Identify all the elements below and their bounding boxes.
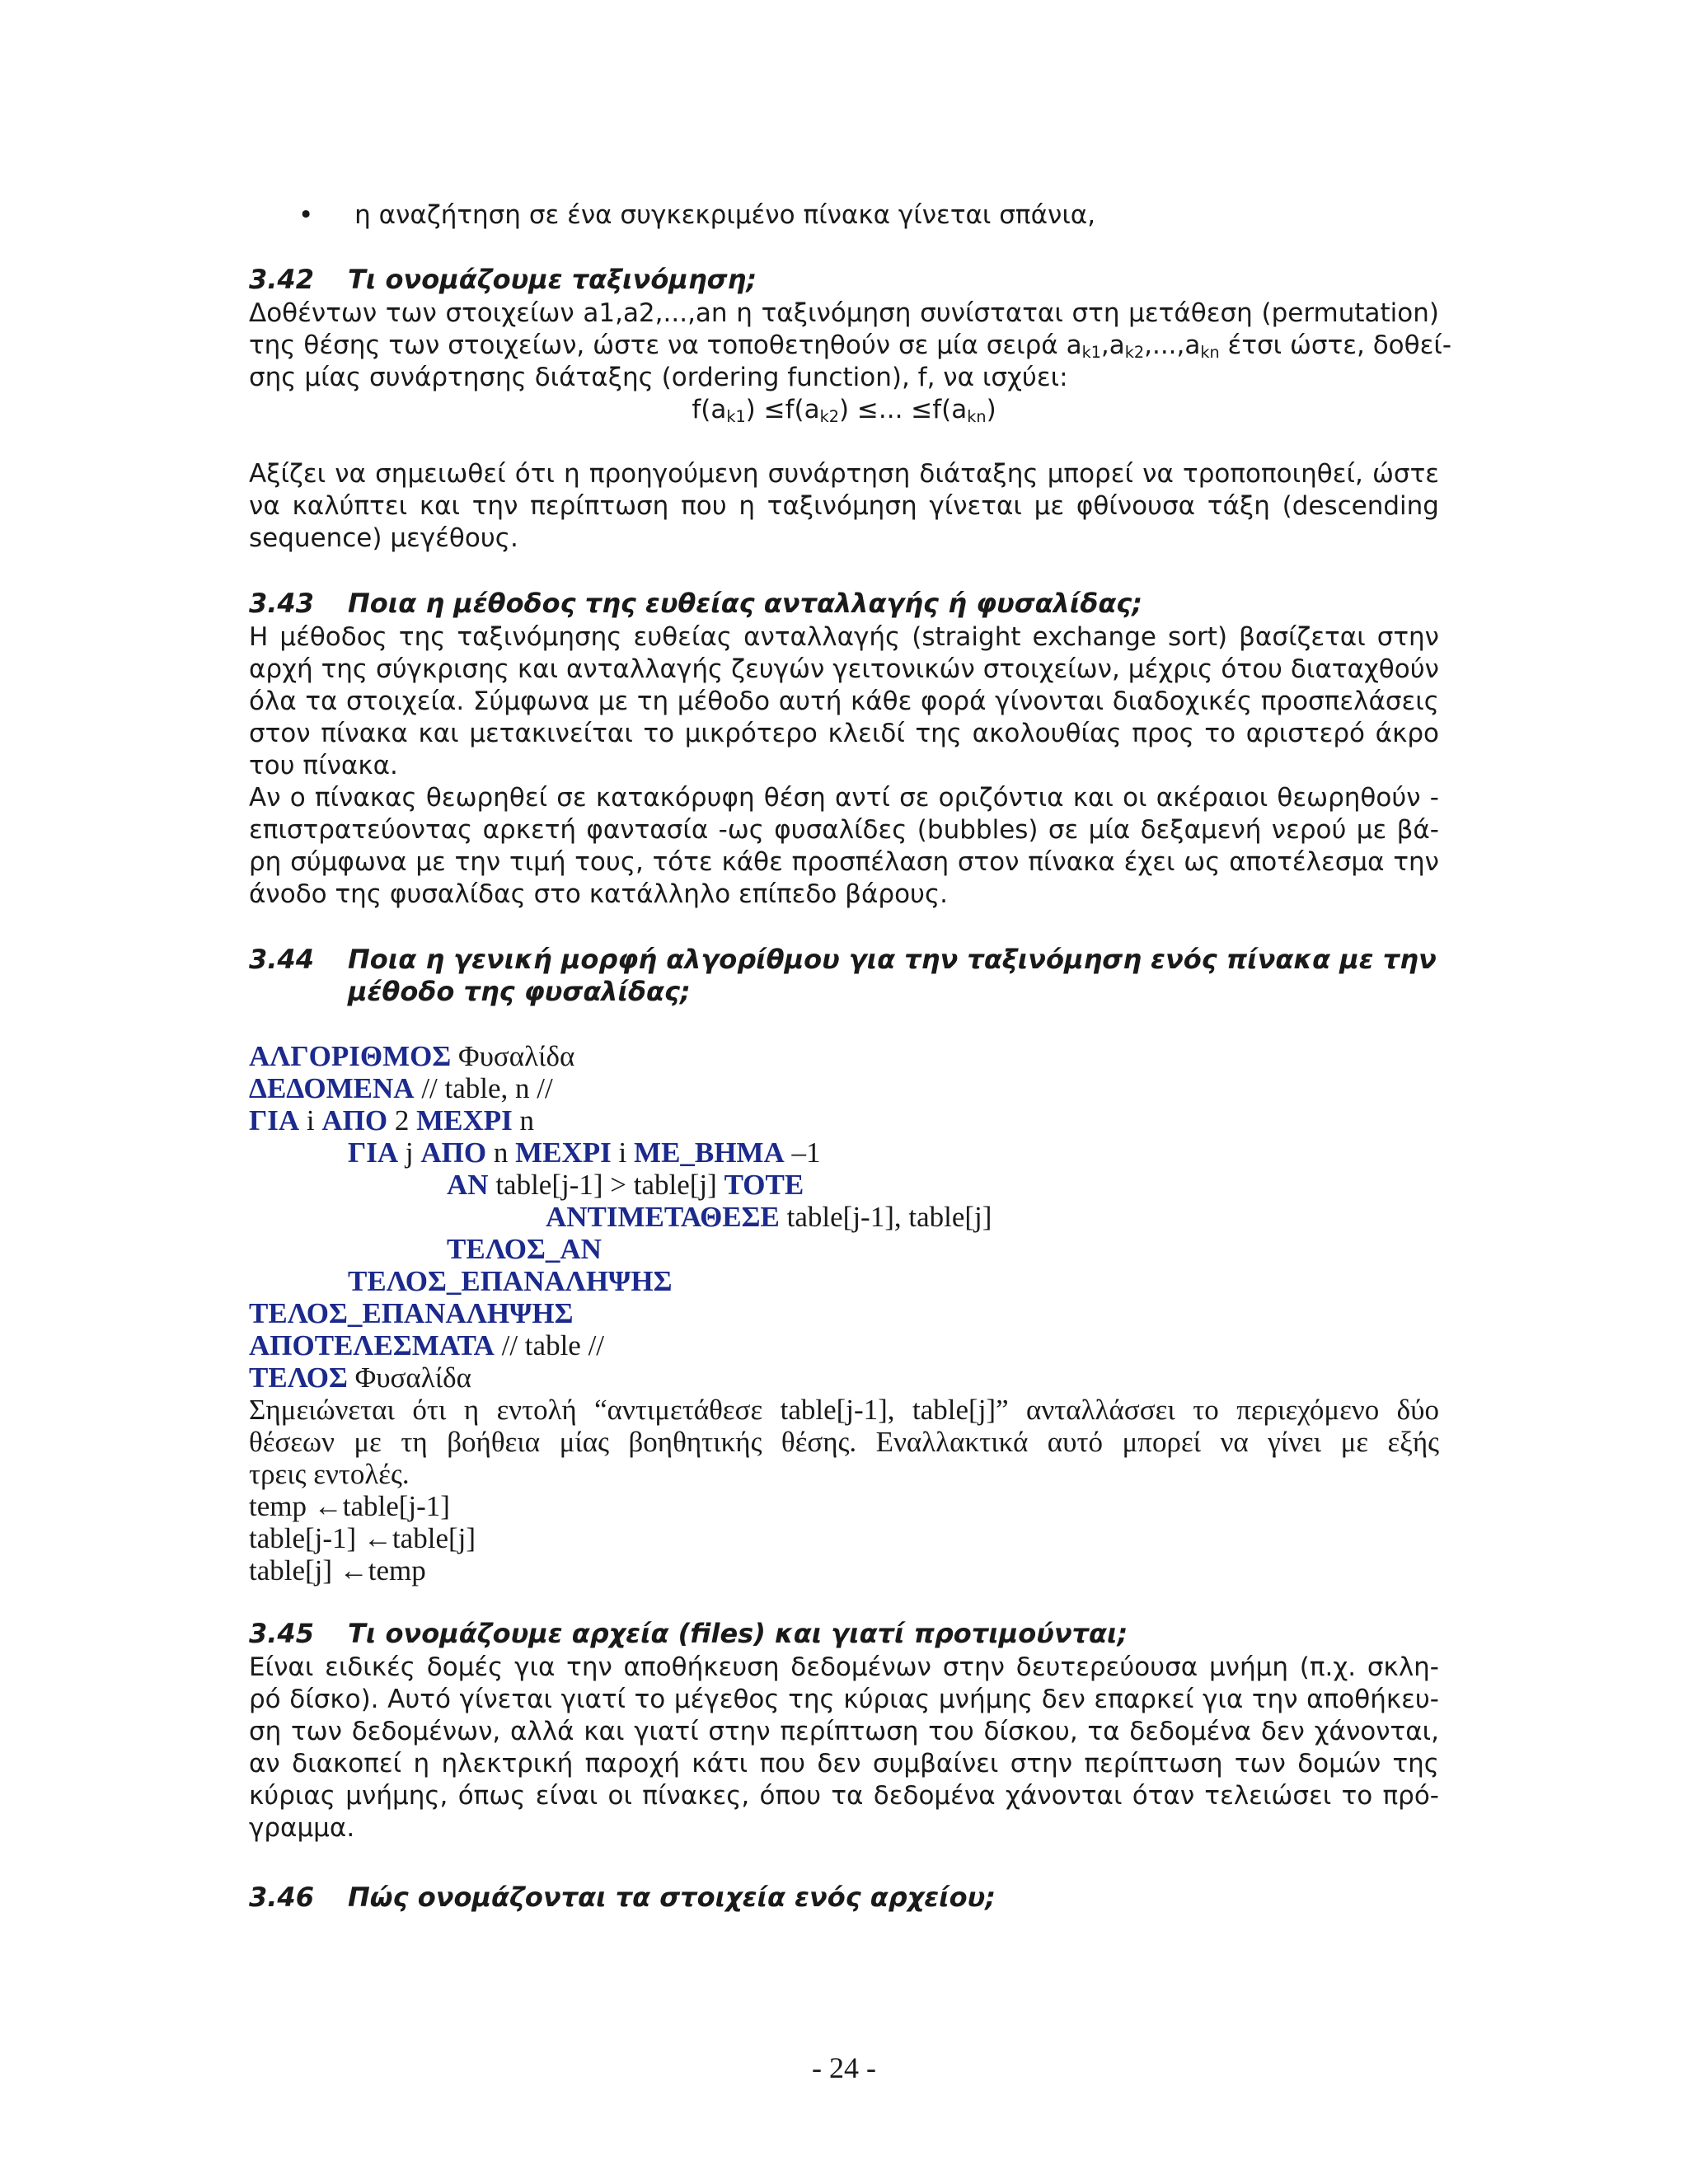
code-text: i xyxy=(611,1137,635,1169)
section-heading-3-45 xyxy=(249,1618,1128,1649)
code-keyword: ΤΕΛΟΣ_ΕΠΑΝΑΛΗΨΗΣ xyxy=(348,1265,673,1297)
code-line xyxy=(249,1297,573,1330)
paragraph-line: sequence) μεγέθους. xyxy=(249,523,518,553)
code-keyword: ΑΛΓΟΡΙΘΜΟΣ xyxy=(249,1040,452,1072)
code-keyword: ΜΕΧΡΙ xyxy=(416,1104,513,1137)
code-line xyxy=(348,1137,821,1169)
ordering-formula: $f(a_{k1}) \le f(a_{k2})$ ≤... $\le f(a_{kn})$ xyxy=(692,395,996,426)
code-line xyxy=(249,1072,553,1105)
code-keyword: ΔΕΔΟΜΕΝΑ xyxy=(249,1072,415,1104)
code-keyword: ΓΙΑ xyxy=(348,1137,399,1169)
section-heading-3-44 xyxy=(249,944,1439,975)
code-keyword: ΑΝ xyxy=(447,1169,489,1201)
paragraph-line: Η μέθοδος της ταξινόμησης ευθείας ανταλλαγής (straight exchange sort) βασίζεται στην xyxy=(249,622,1439,652)
section-number: 3.45 xyxy=(249,1618,314,1649)
paragraph-line: ρό δίσκο). Αυτό γίνεται γιατί το μέγεθος της κύριας μνήμης δεν επαρκεί για την αποθήκευ- xyxy=(249,1685,1439,1714)
paragraph-line: Δοθέντων των στοιχείων a1,a2,...,an η ταξινόμηση συνίσταται στη μετάθεση (permutation) xyxy=(249,298,1439,328)
code-line xyxy=(447,1233,602,1266)
code-text: j xyxy=(398,1137,421,1169)
code-keyword: ΑΝΤΙΜΕΤΑΘΕΣΕ xyxy=(546,1201,780,1233)
section-title: Ποια η μέθοδος της ευθείας ανταλλαγής ή φυσαλίδας; xyxy=(348,588,1143,619)
code-text: i xyxy=(299,1104,322,1137)
paragraph-line: σης μίας συνάρτησης διάταξης (ordering function), f, να ισχύει: xyxy=(249,363,1068,392)
paragraph-line: άνοδο της φυσαλίδας στο κατάλληλο επίπεδο βάρους. xyxy=(249,879,949,909)
page-number: - 24 - xyxy=(812,2051,876,2084)
section-title: Ποια η γενική μορφή αλγορίθμου για την ταξινόμηση ενός πίνακα με την xyxy=(348,944,1437,975)
paragraph-line: Αν ο πίνακας θεωρηθεί σε κατακόρυφη θέση αντί σε οριζόντια και οι ακέραιοι θεωρηθούν - xyxy=(249,783,1439,813)
code-keyword: ΑΠΟ xyxy=(420,1137,487,1169)
paragraph-line: του πίνακα. xyxy=(249,751,398,780)
paragraph-line: γραμμα. xyxy=(249,1813,355,1843)
line-text: της θέσης των στοιχείων, ώστε να τοποθετηθούν σε μία σειρά xyxy=(249,330,1058,360)
paragraph-line: ρη σύμφωνα με την τιμή τους, τότε κάθε προσπέλαση στον πίνακα έχει ως αποτέλεσμα την xyxy=(249,847,1439,877)
note-line: temp ←table[j-1] xyxy=(249,1490,450,1522)
section-title: Τι ονομάζουμε ταξινόμηση; xyxy=(348,264,757,295)
code-text: –1 xyxy=(784,1137,821,1169)
code-text: // table, n // xyxy=(414,1072,553,1104)
code-keyword: ΜΕΧΡΙ xyxy=(515,1137,612,1169)
paragraph-line: ση των δεδομένων, αλλά και γιατί στην περίπτωση του δίσκου, τα δεδομένα δεν χάνονται, xyxy=(249,1717,1439,1746)
code-keyword: ΓΙΑ xyxy=(249,1104,300,1137)
code-keyword: ΤΕΛΟΣ xyxy=(249,1361,348,1394)
paragraph-line: Είναι ειδικές δομές για την αποθήκευση δεδομένων στην δευτερεύουσα μνήμη (π.χ. σκλη- xyxy=(249,1652,1439,1682)
section-number: 3.42 xyxy=(249,264,314,295)
code-text: 2 xyxy=(387,1104,417,1137)
code-text: n xyxy=(486,1137,516,1169)
note-line: τρεις εντολές. xyxy=(249,1458,410,1490)
code-text: n xyxy=(512,1104,535,1137)
code-keyword: ΜΕ_ΒΗΜΑ xyxy=(634,1137,785,1169)
section-number: 3.46 xyxy=(249,1882,314,1913)
section-heading-3-42 xyxy=(249,264,757,295)
section-number: 3.43 xyxy=(249,588,314,619)
code-keyword: ΤΕΛΟΣ_ΑΝ xyxy=(447,1233,602,1265)
code-keyword: ΑΠΟΤΕΛΕΣΜΑΤΑ xyxy=(249,1329,495,1361)
section-number: 3.44 xyxy=(249,944,314,975)
paragraph-line: κύριας μνήμης, όπως είναι οι πίνακες, όπου τα δεδομένα χάνονται όταν τελειώσει το πρό- xyxy=(249,1781,1439,1811)
code-text: Φυσαλίδα xyxy=(451,1040,575,1072)
code-text: Φυσαλίδα xyxy=(347,1361,471,1394)
section-heading-3-43 xyxy=(249,588,1142,619)
note-line: θέσεων με τη βοήθεια μίας βοηθητικής θέσης. Εναλλακτικά αυτό μπορεί να γίνει με εξής xyxy=(249,1426,1439,1458)
code-text: // table // xyxy=(494,1329,605,1361)
code-line xyxy=(447,1169,804,1202)
paragraph-line: Αξίζει να σημειωθεί ότι η προηγούμενη συνάρτηση διάταξης μπορεί να τροποποιηθεί, ώστε xyxy=(249,459,1439,489)
code-text: table[j-1] > table[j] xyxy=(488,1169,724,1201)
code-line xyxy=(249,1361,471,1394)
code-line xyxy=(249,1104,534,1137)
paragraph-line: όλα τα στοιχεία. Σύμφωνα με τη μέθοδο αυτή κάθε φορά γίνονται διαδοχικές προσπελάσεις xyxy=(249,687,1439,716)
section-title: Τι ονομάζουμε αρχεία (files) και γιατί προτιμούνται; xyxy=(348,1618,1128,1649)
section-heading-3-46 xyxy=(249,1882,996,1913)
section-title: Πώς ονομάζονται τα στοιχεία ενός αρχείου; xyxy=(348,1882,996,1913)
line-tail: έτσι ώστε, δοθεί- xyxy=(1219,330,1452,360)
code-text: table[j-1], table[j] xyxy=(779,1201,992,1233)
note-line: table[j-1] ←table[j] xyxy=(249,1522,476,1554)
code-line xyxy=(249,1329,604,1362)
bullet-text: η αναζήτηση σε ένα συγκεκριμένο πίνακα γίνεται σπάνια, xyxy=(354,200,1096,230)
code-line xyxy=(546,1201,992,1234)
paragraph-line: αρχή της σύγκρισης και ανταλλαγής ζευγών γειτονικών στοιχείων, μέχρις ότου διαταχθούν xyxy=(249,654,1439,684)
code-keyword: ΤΟΤΕ xyxy=(724,1169,804,1201)
bullet-dot: • xyxy=(298,200,314,230)
paragraph-line: να καλύπτει και την περίπτωση που η ταξινόμηση γίνεται με φθίνουσα τάξη (descending xyxy=(249,491,1439,521)
code-line xyxy=(249,1040,574,1073)
code-keyword: ΑΠΟ xyxy=(321,1104,388,1137)
paragraph-line: στον πίνακα και μετακινείται το μικρότερο κλειδί της ακολουθίας προς το αριστερό άκρο xyxy=(249,719,1439,748)
section-title-continuation: μέθοδο της φυσαλίδας; xyxy=(348,976,691,1007)
note-line: table[j] ←temp xyxy=(249,1554,426,1586)
paragraph-line-with-subscripts: της θέσης των στοιχείων, ώστε να τοποθετηθούν σε μία σειρά $a_{k1},a_{k2},...,a_{kn}$ έτσι ώστε, δοθεί- xyxy=(249,330,1452,362)
paragraph-line: επιστρατεύοντας αρκετή φαντασία -ως φυσαλίδες (bubbles) σε μία δεξαμενή νερού με βά- xyxy=(249,815,1439,845)
code-line xyxy=(348,1265,672,1298)
paragraph-line: αν διακοπεί η ηλεκτρική παροχή κάτι που δεν συμβαίνει στην περίπτωση των δομών της xyxy=(249,1749,1439,1779)
code-keyword: ΤΕΛΟΣ_ΕΠΑΝΑΛΗΨΗΣ xyxy=(249,1297,574,1329)
bullet-item xyxy=(298,200,1095,230)
note-line: Σημειώνεται ότι η εντολή “αντιμετάθεσε table[j-1], table[j]” ανταλλάσσει το περιεχόμενο δύο xyxy=(249,1394,1439,1426)
